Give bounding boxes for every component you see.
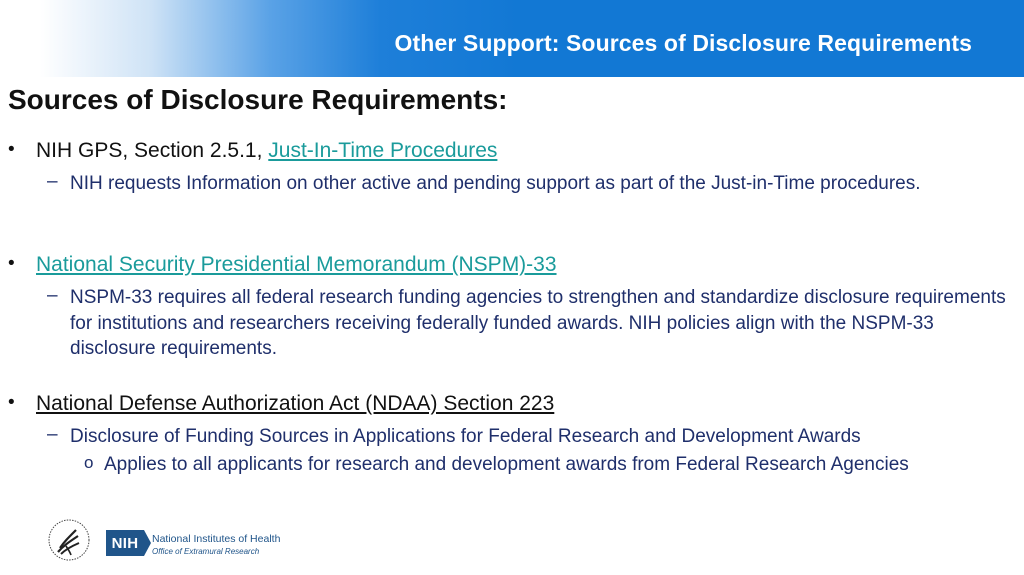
- section-heading: Sources of Disclosure Requirements:: [8, 84, 508, 115]
- bullet-text: NIH GPS, Section 2.5.1,: [36, 139, 269, 162]
- bullet-marker: •: [8, 253, 15, 274]
- bullet-marker: •: [8, 392, 15, 413]
- nih-office: Office of Extramural Research: [152, 547, 260, 556]
- sub-bullet-text: NIH requests Information on other active and pending support as part of the Just-in-Time procedures.: [70, 173, 921, 194]
- dash-marker: –: [47, 171, 58, 192]
- dash-marker: –: [47, 285, 58, 306]
- sub-bullet-text: NSPM-33 requires all federal research funding agencies to strengthen and standardize disclosure requirements for institutions and researchers receiving federally funded awards. NIH policies align with the NSPM-33 disclosure requirements.: [70, 287, 1006, 359]
- sub-sub-bullet-text: Applies to all applicants for research and development awards from Federal Research Agencies: [104, 454, 909, 475]
- just-in-time-link[interactable]: Just-In-Time Procedures: [268, 139, 498, 162]
- bullet-item-gps: [36, 139, 497, 163]
- ndaa-section-223-link[interactable]: National Defense Authorization Act (NDAA) Section 223: [36, 392, 555, 415]
- nih-logo-arrow-icon: [144, 530, 151, 556]
- bullet-marker: •: [8, 139, 15, 160]
- nih-name: National Institutes of Health: [152, 533, 281, 545]
- bullet-item-nspm: [36, 253, 557, 277]
- hhs-seal-icon: [46, 518, 92, 562]
- slide-title: Other Support: Sources of Disclosure Requirements: [394, 30, 972, 56]
- bullet-item-ndaa: [36, 392, 554, 416]
- dash-marker: –: [47, 424, 58, 445]
- sub-bullet-text: Disclosure of Funding Sources in Applications for Federal Research and Development Awards: [70, 426, 861, 447]
- nspm-33-link[interactable]: National Security Presidential Memorandum (NSPM)-33: [36, 253, 557, 276]
- nih-logo-badge: NIH: [106, 530, 144, 556]
- circle-marker: o: [84, 453, 94, 472]
